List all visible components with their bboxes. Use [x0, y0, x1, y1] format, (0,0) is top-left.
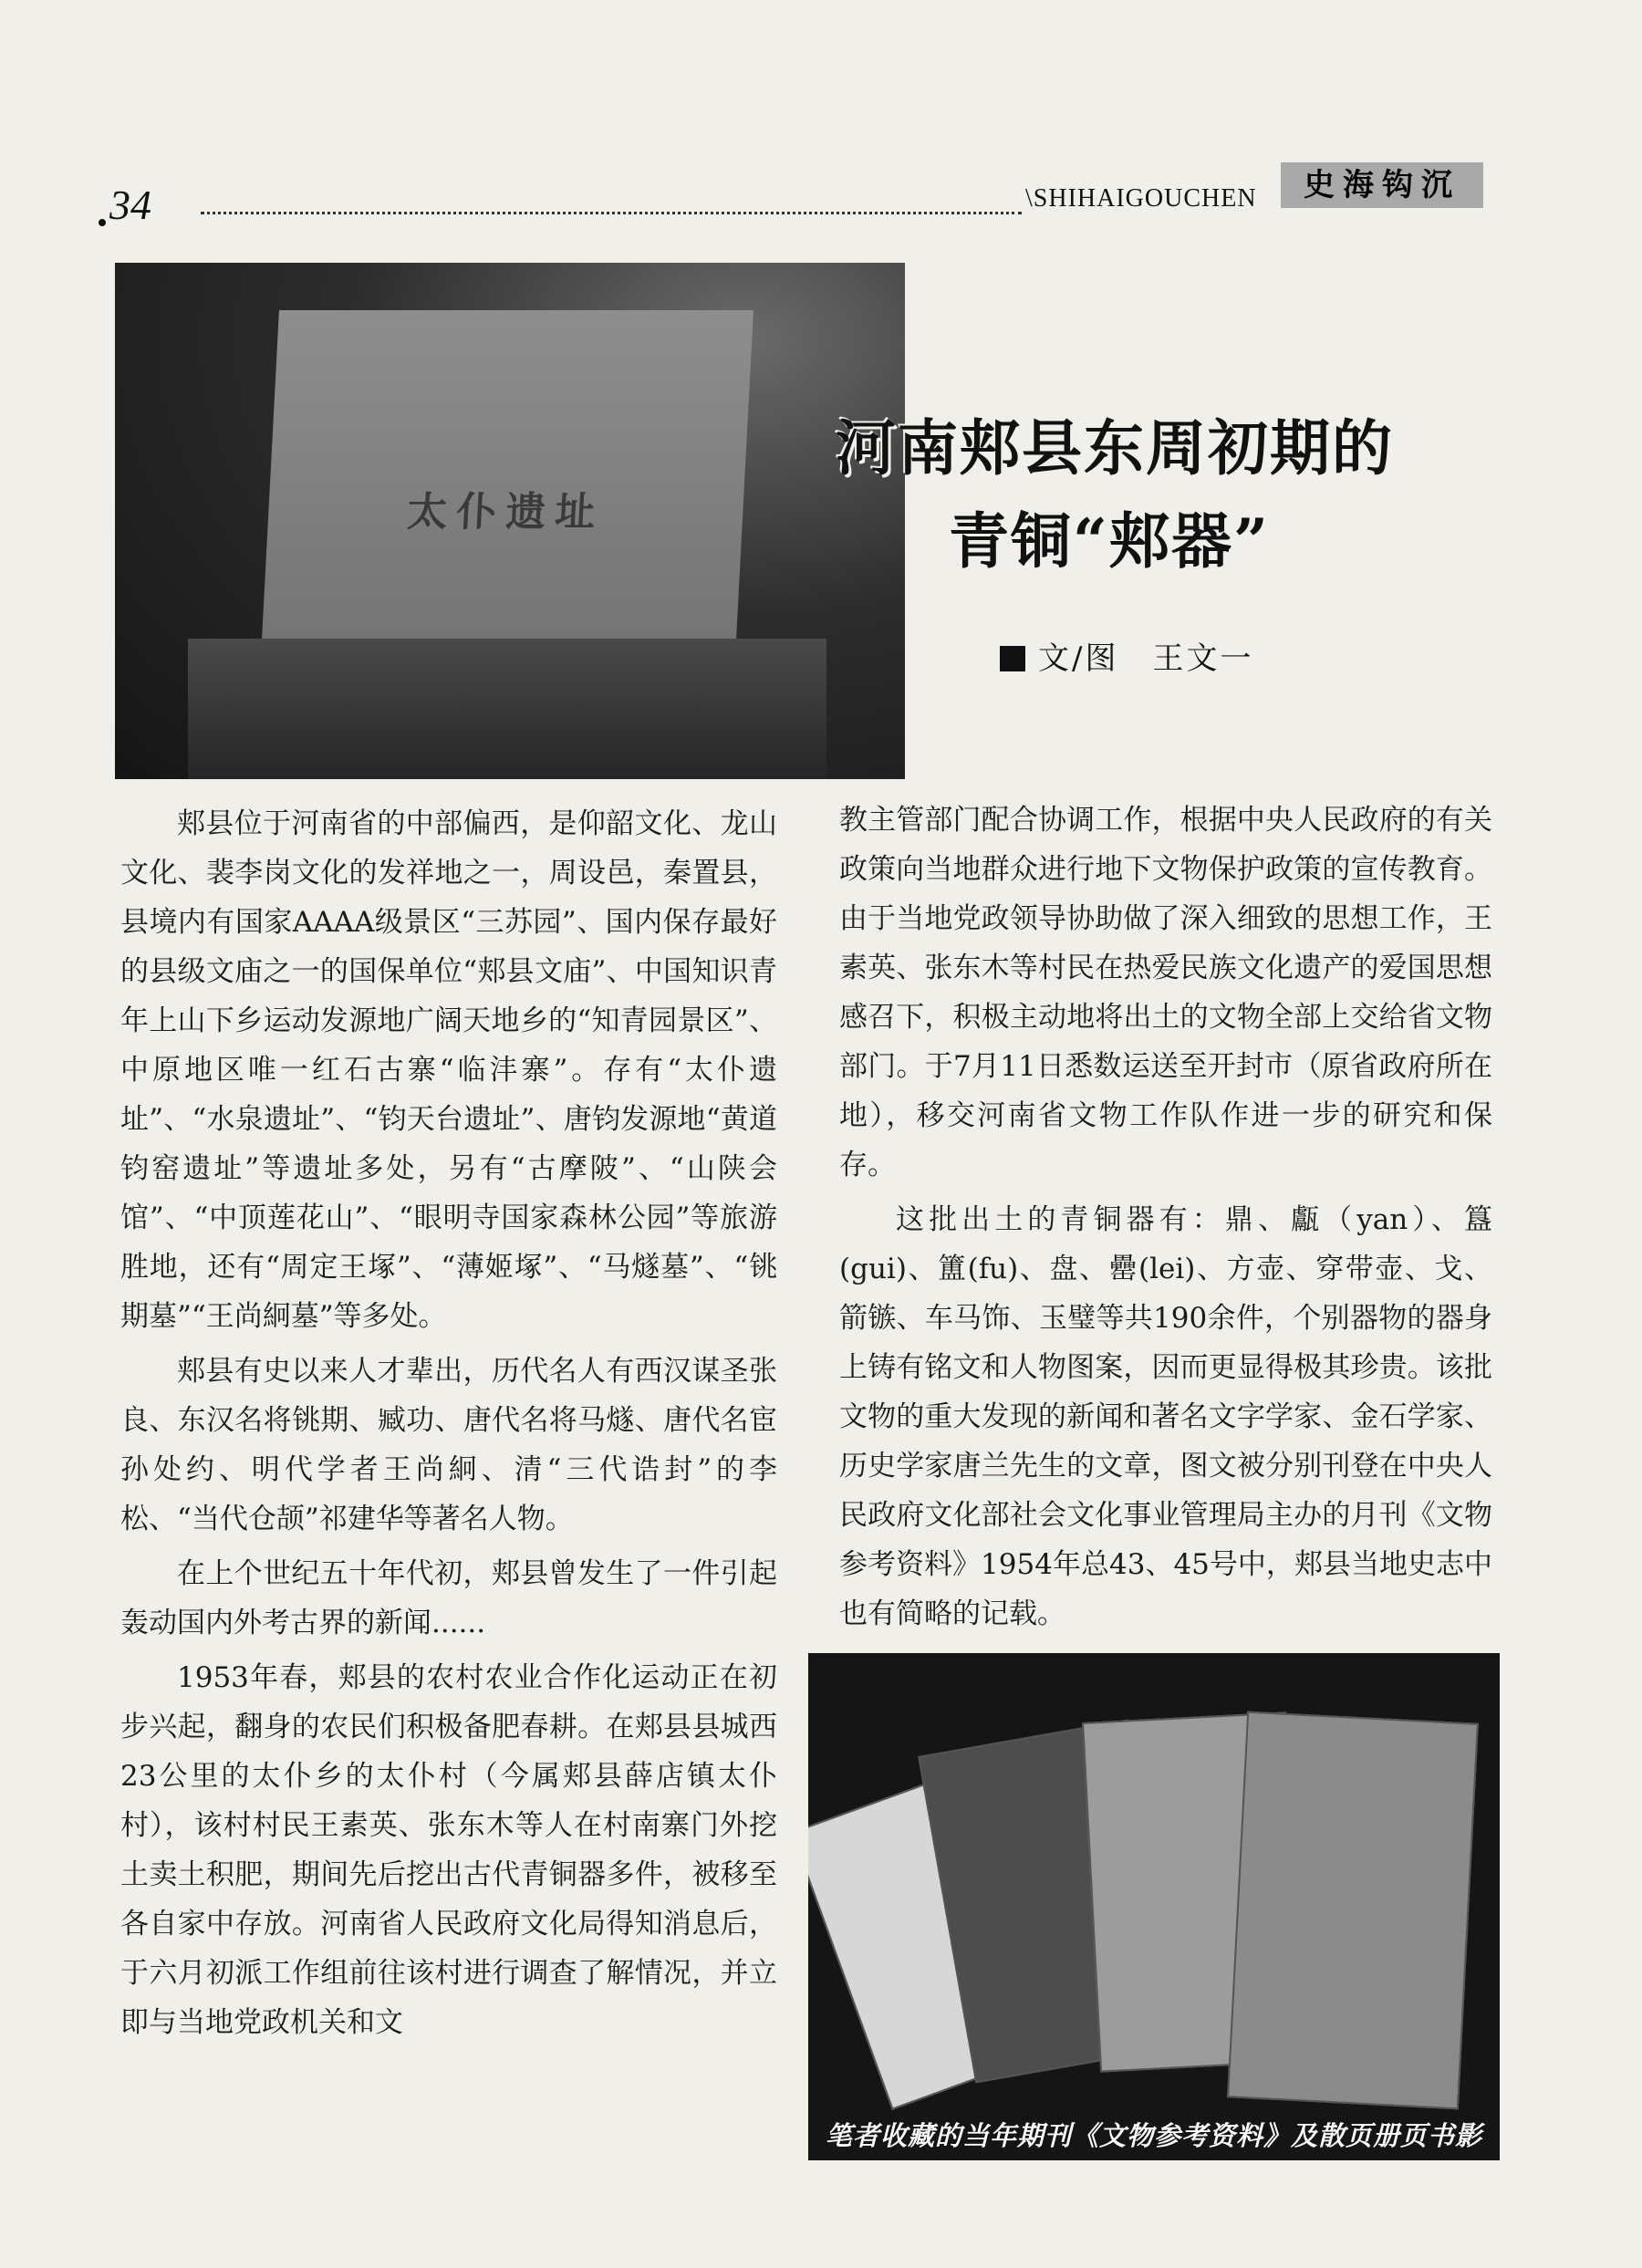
byline — [1000, 633, 1253, 678]
byline-text: 文/图 王文一 — [1038, 640, 1254, 677]
journal-cover — [1227, 1711, 1479, 2110]
paragraph: 在上个世纪五十年代初，郏县曾发生了一件引起轰动国内外考古界的新闻...... — [120, 1557, 777, 1639]
books-photo — [808, 1653, 1500, 2160]
left-column — [120, 799, 777, 2053]
stele-photo — [115, 263, 905, 779]
header-latin-title: \SHIHAIGOUCHEN — [1025, 184, 1257, 213]
stele-inscription: 太仆遗址 — [406, 489, 606, 536]
section-title: 史海钩沉 — [1281, 162, 1483, 208]
paragraph: 1953年春，郏县的农村农业合作化运动正在初步兴起，翻身的农民们积极备肥春耕。在郏县县城西23公里的太仆乡的太仆村（今属郏县薛店镇太仆村），该村村民王素英、张东木等人在村南寨门外挖土卖土积肥，期间先后挖出古代青铜器多件，被移至各自家中存放。河南省人民政府文化局得知消息后，于六月初派工作组前往该村进行调查了解情况，并立即与当地党政机关和文 — [120, 1661, 777, 2039]
right-column — [839, 796, 1492, 1644]
title-line-2: 青铜“郏器” — [949, 505, 1270, 577]
title-line-1: 河南郏县东周初期的 — [836, 412, 1394, 484]
stele-stone — [261, 310, 753, 657]
square-bullet-icon — [1000, 646, 1025, 671]
photo-caption: 笔者收藏的当年期刊《文物参考资料》及散页册页书影 — [825, 2120, 1482, 2151]
paragraph: 这批出土的青铜器有：鼎、甗（yan）、簋(gui)、簠(fu)、盘、罍(lei)、方壶、穿带壶、戈、箭镞、车马饰、玉璧等共190余件，个别器物的器身上铸有铭文和人物图案，因而更显得极其珍贵。该批文物的重大发现的新闻和著名文字学家、金石学家、历史学家唐兰先生的文章，图文被分别刊登在中央人民政府文化部社会文化事业管理局主办的月刊《文物参考资料》1954年总43、45号中，郏县当地史志中也有简略的记载。 — [839, 1203, 1492, 1630]
paragraph: 教主管部门配合协调工作，根据中央人民政府的有关政策向当地群众进行地下文物保护政策的宣传教育。由于当地党政领导协助做了深入细致的思想工作，王素英、张东木等村民在热爱民族文化遗产的爱国思想感召下，积极主动地将出土的文物全部上交给省文物部门。于7月11日悉数运送至开封市（原省政府所在地），移交河南省文物工作队作进一步的研究和保存。 — [839, 804, 1492, 1181]
article-title — [821, 401, 1478, 588]
header-divider — [201, 212, 1022, 214]
paragraph: 郏县有史以来人才辈出，历代名人有西汉谋圣张良、东汉名将铫期、臧功、唐代名将马燧、唐代名宦孙处约、明代学者王尚絅、清“三代诰封”的李松、“当代仓颉”祁建华等著名人物。 — [120, 1355, 777, 1535]
stele-base — [188, 639, 826, 779]
paragraph: 郏县位于河南省的中部偏西，是仰韶文化、龙山文化、裴李岗文化的发祥地之一，周设邑，秦置县，县境内有国家AAAA级景区“三苏园”、国内保存最好的县级文庙之一的国保单位“郏县文庙”、中国知识青年上山下乡运动发源地广阔天地乡的“知青园景区”、中原地区唯一红石古寨“临沣寨”。存有“太仆遗址”、“水泉遗址”、“钧天台遗址”、唐钧发源地“黄道钧窑遗址”等遗址多处，另有“古摩陂”、“山陕会馆”、“中顶莲花山”、“眼明寺国家森林公园”等旅游胜地，还有“周定王塚”、“薄姬塚”、“马燧墓”、“铫期墓”“王尚絅墓”等多处。 — [120, 807, 777, 1333]
page-number: 34 — [109, 182, 151, 228]
